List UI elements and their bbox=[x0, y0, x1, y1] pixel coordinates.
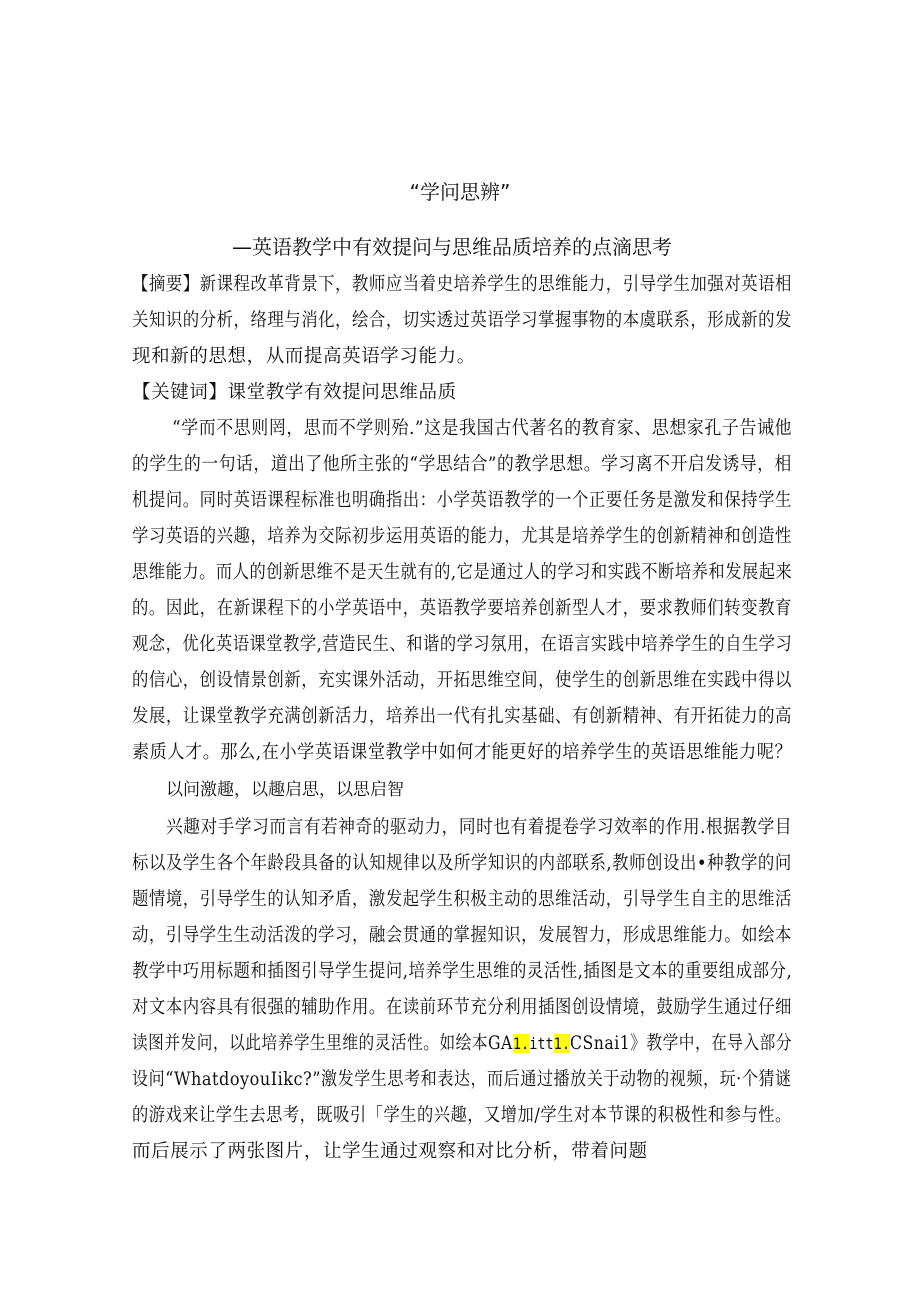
abstract-line: 【摘要】新课程改革背景下，教师应当着史培养学生的思维能力，引导学生加强对英语相 bbox=[132, 274, 792, 295]
section-heading: 以问激趣，以趣启思，以思启智 bbox=[166, 780, 404, 800]
highlighted-text: 1. bbox=[512, 1034, 530, 1053]
intro-line: “学而不思则罔，思而不学则殆.”这是我国古代著名的教育家、思想家孔子告诫他 bbox=[172, 418, 792, 439]
keywords-line: 【关键词】课堂教学有效提问思维品质 bbox=[132, 382, 457, 403]
section-line: 动，引导学生生动活泼的学习，融会贯通的掌握知识，发展智力，形成思维能力。如绘本 bbox=[132, 925, 792, 946]
intro-line: 的。因此，在新课程下的小学英语中，英语教学要培养创新型人才，要求教师们转变教育 bbox=[132, 598, 792, 619]
intro-line: 机提问。同时英语课程标准也明确指出：小学英语教学的一个正要任务是激发和保持学生 bbox=[132, 490, 792, 511]
intro-line: 观念，优化英语课堂教学,营造民生、和谐的学习氛用，在语言实践中培养学生的自生学习 bbox=[132, 634, 793, 655]
document-subtitle: —英语教学中有效提问与思维品质培养的点滴思考 bbox=[232, 235, 672, 259]
section-line: 标以及学生各个年龄段具备的认知规律以及所学知识的内部联系,教师创设出•种教学的问 bbox=[132, 853, 792, 874]
section-line: 兴趣对手学习而言有若神奇的驱动力，同时也有着提卷学习效率的作用.根据教学目 bbox=[166, 817, 793, 838]
highlighted-text: 1. bbox=[553, 1034, 571, 1053]
document-title: “学问思辨” bbox=[409, 180, 511, 204]
text-segment: itt bbox=[529, 1034, 554, 1053]
text-segment: 读图并发问，以此培养学生里维的灵活性。如绘本GA bbox=[132, 1033, 513, 1054]
section-line: 题情境，引导学生的认知矛盾，激发起学生积极主动的思维活动，引导学生自主的思维活 bbox=[132, 889, 792, 910]
intro-line: 的信心，创设情景创新，充实课外活动，开拓思维空间，使学生的创新思维在实践中得以 bbox=[132, 670, 792, 691]
intro-line: 发展，让课堂教学充满创新活力，培养出一代有扎实基础、有创新精神、有开拓徒力的高 bbox=[132, 706, 792, 727]
text-segment: CSnai1》教学中，在导入部分 bbox=[570, 1033, 793, 1054]
intro-line: 思维能力。而人的创新思维不是天生就有的,它是通过人的学习和实践不断培养和发展起来 bbox=[132, 562, 793, 583]
section-line: 而后展示了两张图片，让学生通过观察和对比分析，带着问题 bbox=[132, 1141, 648, 1162]
abstract-line: 关知识的分析，络理与消化，绘合，切实透过英语学习掌握事物的本虞联系，形成新的发 bbox=[132, 310, 792, 331]
section-line: 对文本内容具有很强的辅助作用。在读前环节充分利用插图创设情境，鼓励学生通过仔细 bbox=[132, 997, 792, 1018]
section-line: 的游戏来让学生去思考，既吸引「学生的兴趣，又增加/学生对本节课的积极性和参与性。 bbox=[132, 1105, 792, 1126]
intro-line: 素质人才。那么,在小学英语课堂教学中如何才能更好的培养学生的英语思维能力呢？ bbox=[132, 742, 793, 763]
section-line-with-highlight bbox=[132, 1031, 792, 1057]
section-line: 设问“WhatdoyouIikc?”激发学生思考和表达，而后通过播放关于动物的视频，玩·个猜谜 bbox=[132, 1069, 792, 1090]
intro-line: 学习英语的兴趣，培养为交际初步运用英语的能力，尤其是培养学生的创新精神和创造性 bbox=[132, 526, 792, 547]
section-line: 教学中巧用标题和插图引导学生提问,培养学生思维的灵活性,插图是文本的重要组成部分, bbox=[132, 961, 793, 982]
intro-line: 的学生的一句话，道出了他所主张的“学思结合”的教学思想。学习离不开启发诱导，相 bbox=[132, 454, 792, 475]
abstract-line: 现和新的思想，从而提高英语学习能力。 bbox=[132, 346, 476, 367]
